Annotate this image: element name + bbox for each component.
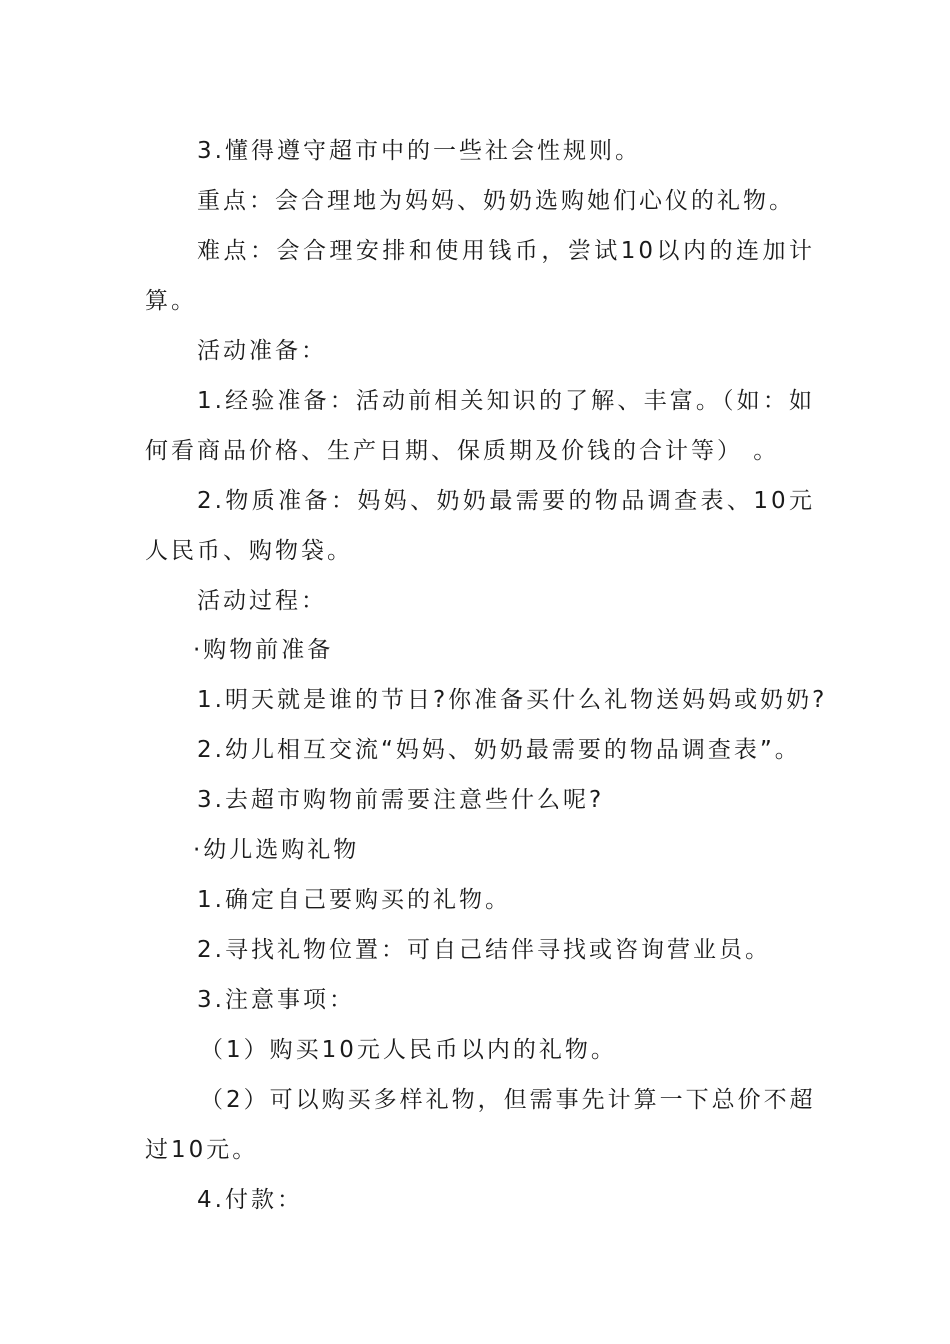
section-heading: 活动准备： (197, 338, 327, 364)
text-line: 1.经验准备：活动前相关知识的了解、丰富。（如：如 (197, 388, 815, 414)
text-line: 何看商品价格、生产日期、保质期及价钱的合计等） 。 (145, 438, 780, 464)
text-line: 过10元。 (145, 1137, 259, 1163)
text-line: 3.注意事项： (197, 987, 355, 1013)
text-line: 人民币、购物袋。 (145, 538, 353, 564)
text-line: 难点：会合理安排和使用钱币，尝试10以内的连加计 (197, 238, 815, 264)
text-line: 1.明天就是谁的节日?你准备买什么礼物送妈妈或奶奶? (197, 687, 828, 713)
text-line: 3.去超市购物前需要注意些什么呢? (197, 787, 605, 813)
text-line: 算。 (145, 288, 197, 314)
text-line: 2.幼儿相互交流“妈妈、奶奶最需要的物品调查表”。 (197, 737, 801, 763)
text-line: 2.寻找礼物位置：可自己结伴寻找或咨询营业员。 (197, 937, 771, 963)
text-line: （2）可以购买多样礼物，但需事先计算一下总价不超 (200, 1087, 816, 1113)
section-heading: 活动过程： (197, 588, 327, 614)
text-line: 4.付款： (197, 1187, 303, 1213)
text-line: （1）购买10元人民币以内的礼物。 (200, 1037, 617, 1063)
text-line: 1.确定自己要购买的礼物。 (197, 887, 511, 913)
text-line: 3.懂得遵守超市中的一些社会性规则。 (197, 138, 641, 164)
text-line: 重点：会合理地为妈妈、奶奶选购她们心仪的礼物。 (197, 188, 795, 214)
bullet-heading: ·幼儿选购礼物 (193, 837, 360, 863)
text-line: 2.物质准备：妈妈、奶奶最需要的物品调查表、10元 (197, 488, 815, 514)
bullet-heading: ·购物前准备 (193, 637, 334, 663)
